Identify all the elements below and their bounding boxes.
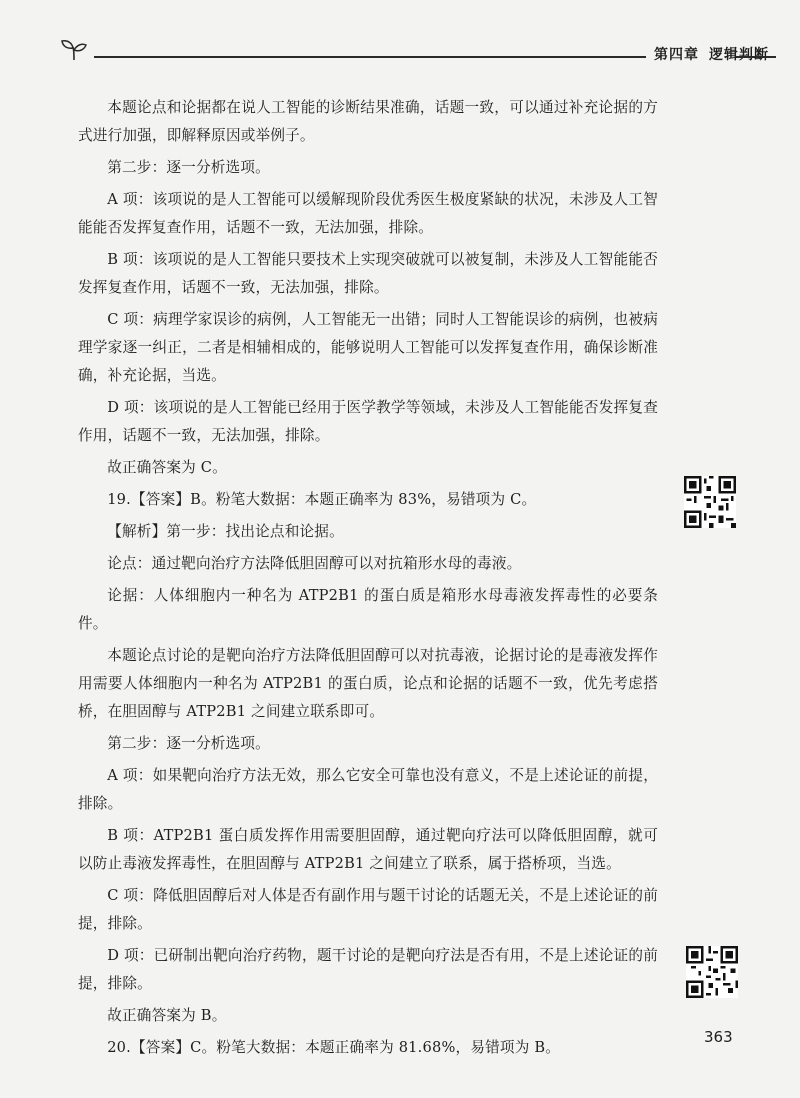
- answer-line: 20.【答案】C。粉笔大数据：本题正确率为 81.68%，易错项为 B。: [107, 1039, 561, 1056]
- paragraph: D 项：该项说的是人工智能已经用于医学教学等领域，未涉及人工智能能否发挥复查作用，话题不一致，无法加强，排除。: [78, 399, 658, 444]
- paragraph: 论据：人体细胞内一种名为 ATP2B1 的蛋白质是箱形水母毒液发挥毒性的必要条件。: [78, 587, 658, 632]
- paragraph: C 项：降低胆固醇后对人体是否有副作用与题干讨论的话题无关，不是上述论证的前提，排除。: [78, 887, 658, 932]
- paragraph: 故正确答案为 B。: [107, 1007, 227, 1024]
- page-number: 363: [704, 1028, 733, 1046]
- paragraph: D 项：已研制出靶向治疗药物，题干讨论的是靶向疗法是否有用，不是上述论证的前提，排除。: [78, 947, 658, 992]
- chapter-title: [654, 44, 779, 64]
- paragraph: 本题论点讨论的是靶向治疗方法降低胆固醇可以对抗毒液，论据讨论的是毒液发挥作用需要人体细胞内一种名为 ATP2B1 的蛋白质，论点和论据的话题不一致，优先考虑搭桥，在胆固醇与 ATP2B1 之间建立联系即可。: [78, 647, 658, 720]
- page-header: [60, 38, 772, 68]
- sprout-icon: [60, 38, 88, 62]
- qr-code-icon[interactable]: [684, 476, 736, 528]
- paragraph: C 项：病理学家误诊的病例，人工智能无一出错；同时人工智能误诊的病例，也被病理学家逐一纠正，二者是相辅相成的，能够说明人工智能可以发挥复查作用，确保诊断准确，补充论据，当选。: [78, 311, 658, 384]
- header-rule-left: [94, 56, 646, 58]
- page-body: [78, 94, 658, 1066]
- paragraph: A 项：如果靶向治疗方法无效，那么它安全可靠也没有意义，不是上述论证的前提，排除。: [78, 767, 658, 812]
- paragraph: 第二步：逐一分析选项。: [107, 735, 270, 752]
- paragraph: A 项：该项说的是人工智能可以缓解现阶段优秀医生极度紧缺的状况，未涉及人工智能能否发挥复查作用，话题不一致，无法加强，排除。: [78, 191, 658, 236]
- paragraph: B 项：该项说的是人工智能只要技术上实现突破就可以被复制，未涉及人工智能能否发挥复查作用，话题不一致，无法加强，排除。: [78, 251, 658, 296]
- paragraph: 论点：通过靶向治疗方法降低胆固醇可以对抗箱形水母的毒液。: [107, 555, 522, 572]
- answer-line: 19.【答案】B。粉笔大数据：本题正确率为 83%，易错项为 C。: [107, 491, 537, 508]
- header-rule-right: [736, 56, 776, 58]
- chapter-number: 第四章: [654, 47, 699, 63]
- analysis-heading: 【解析】第一步：找出论点和论据。: [107, 523, 344, 540]
- paragraph: 故正确答案为 C。: [107, 459, 227, 476]
- qr-code-icon[interactable]: [686, 946, 738, 998]
- section-title: 逻辑判断: [709, 47, 769, 63]
- paragraph: 本题论点和论据都在说人工智能的诊断结果准确，话题一致，可以通过补充论据的方式进行加强，即解释原因或举例子。: [78, 99, 658, 144]
- paragraph: 第二步：逐一分析选项。: [107, 159, 270, 176]
- paragraph: B 项：ATP2B1 蛋白质发挥作用需要胆固醇，通过靶向疗法可以降低胆固醇，就可以防止毒液发挥毒性，在胆固醇与 ATP2B1 之间建立了联系，属于搭桥项，当选。: [78, 827, 658, 872]
